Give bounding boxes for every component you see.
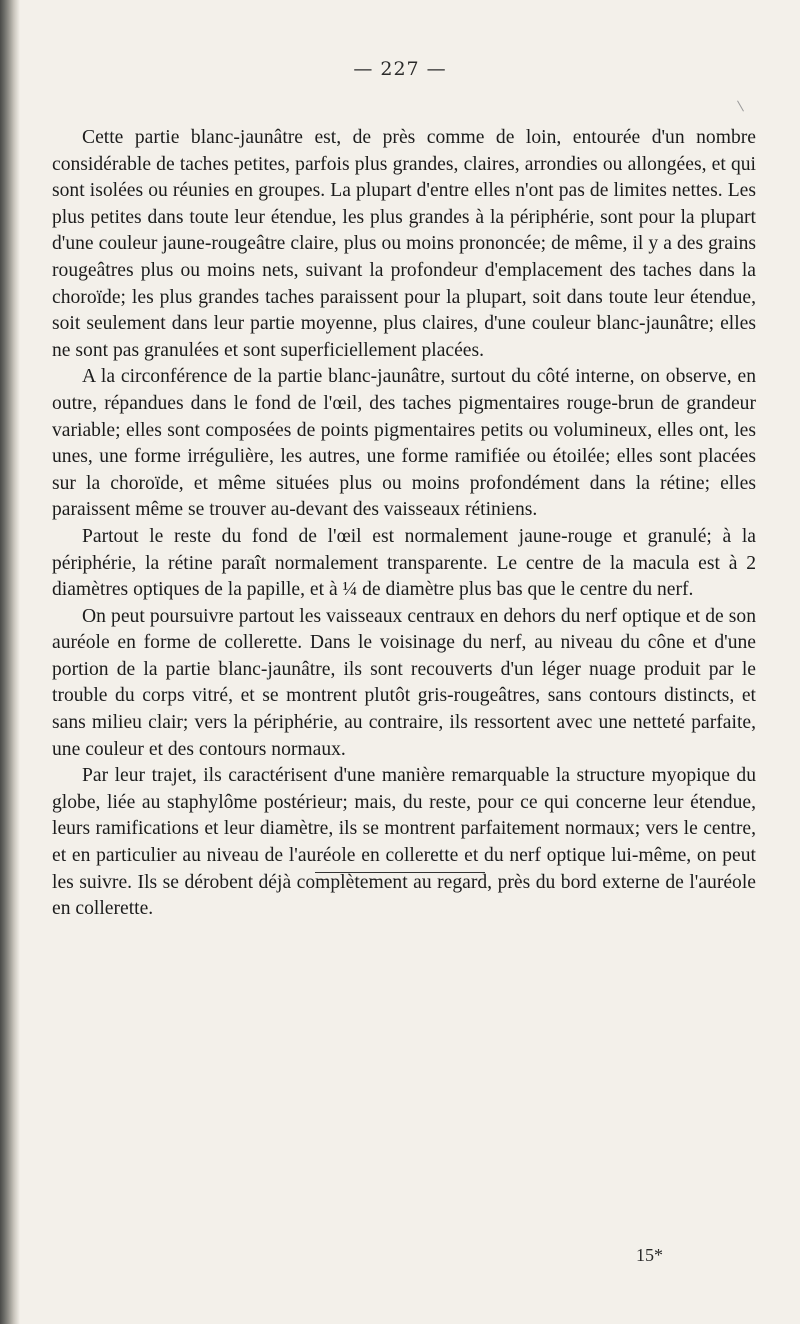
footer-rule [315, 872, 485, 873]
stray-mark [737, 101, 744, 112]
paragraph: Partout le reste du fond de l'œil est normalement jaune-rouge et granulé; à la périphérie, la rétine paraît normalement transparente. Le centre de la macula est à 2 diamètres optiques de la papille, et à ¼ de diamètre plus bas que le centre du nerf. [52, 525, 756, 601]
paragraph: Par leur trajet, ils caractérisent d'une manière remarquable la structure myopique du globe, liée au staphylôme postérieur; mais, du reste, pour ce qui concerne leur étendue, leurs ramifications et leur diamètre, ils se montrent parfaitement normaux; vers le centre, et en particulier au niveau de l'auréole en collerette et du nerf optique lui-même, on peut les suivre. Ils se dérobent déjà complètement au regard, près du bord externe de l'auréole en collerette. [52, 765, 756, 920]
paragraph: A la circonférence de la partie blanc-jaunâtre, surtout du côté interne, on observe, en outre, répandues dans le fond de l'œil, des taches pigmentaires rouge-brun de grandeur variable; elles sont composées de points pigmentaires petits ou volumineux, elles ont, les unes, une forme irrégulière, les autres, une forme ramifiée ou étoilée; elles sont placées sur la choroïde, et même situées plus ou moins profondément dans la rétine; elles paraissent même se trouver au-devant des vaisseaux rétiniens. [52, 366, 756, 521]
signature-mark: 15* [636, 1245, 663, 1265]
paragraph: On peut poursuivre partout les vaisseaux centraux en dehors du nerf optique et de son auréole en forme de collerette. Dans le voisinage du nerf, au niveau du cône et d'une portion de la partie blanc-jaunâtre, ils sont recouverts d'un léger nuage produit par le trouble du corps vitré, et se montrent plutôt gris-rougeâtres, sans contours distincts, et sans milieu clair; vers la périphérie, au contraire, ils ressortent avec une netteté parfaite, une couleur et des contours normaux. [52, 605, 756, 760]
page-number: — 227 — [353, 58, 447, 80]
page-binding-edge [0, 0, 20, 1324]
body-text [52, 125, 756, 923]
paragraph: Cette partie blanc-jaunâtre est, de près comme de loin, entourée d'un nombre considérable de taches petites, parfois plus grandes, claires, arrondies ou allongées, et qui sont isolées ou réunies en groupes. La plupart d'entre elles n'ont pas de limites nettes. Les plus petites dans toute leur étendue, les plus grandes à la périphérie, sont pour la plupart d'une couleur jaune-rougeâtre claire, plus ou moins prononcée; de même, il y a des grains rougeâtres plus ou moins nets, suivant la profondeur d'emplacement des taches dans la choroïde; les plus grandes taches paraissent pour la plupart, soit dans toute leur étendue, soit seulement dans leur partie moyenne, plus claires, d'une couleur blanc-jaunâtre; elles ne sont pas granulées et sont superficiellement placées. [52, 127, 756, 361]
